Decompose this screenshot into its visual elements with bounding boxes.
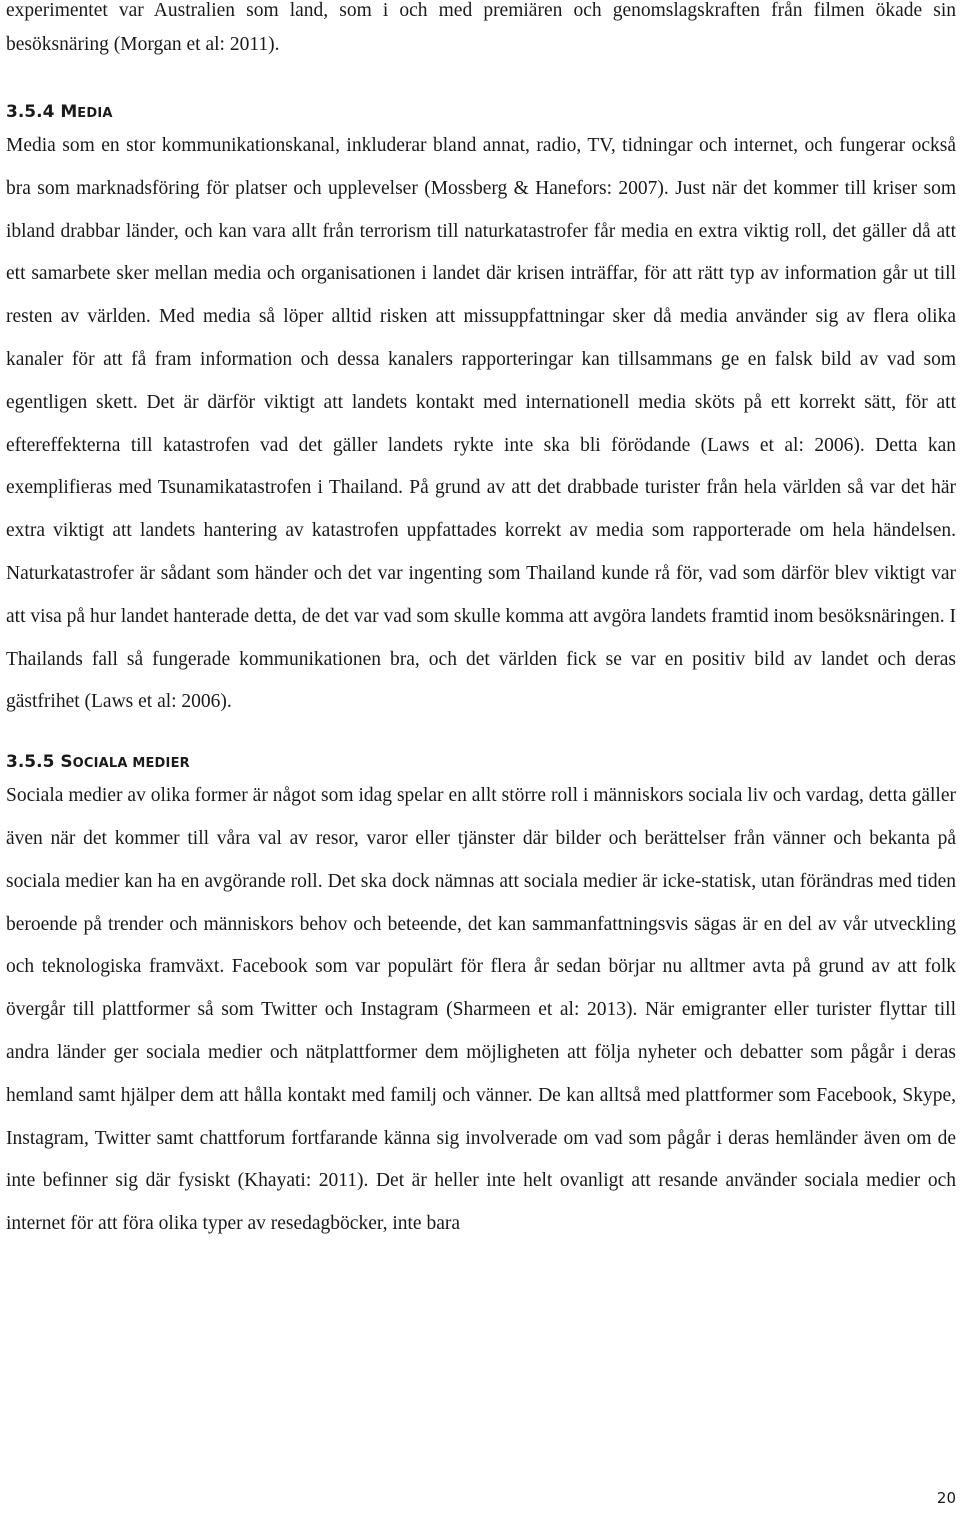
section-title-rest: OCIALA MEDIER	[72, 756, 190, 772]
page-content	[6, 0, 956, 1246]
section-title-initial: S	[60, 752, 73, 773]
intro-paragraph: experimentet var Australien som land, som i och med premiären och genomslagskraften från filmen ökade sin besöksnäring (Morgan et al: 2011).	[6, 0, 956, 55]
section-heading-social-media	[6, 751, 956, 775]
media-paragraph: Media som en stor kommunikationskanal, inkluderar bland annat, radio, TV, tidningar och internet, och fungerar också bra som marknadsföring för platser och upplevelser (Mossberg & Hanefors: 2007). Just när det kommer till kriser som ibland drabbar länder, och kan vara allt från terrorism till naturkatastrofer får media en extra viktig roll, det gäller då att ett samarbete sker mellan media och organisationen i landet där krisen inträffar, för att rätt typ av information går ut till resten av världen. Med media så löper alltid risken att missuppfattningar sker då media använder sig av flera olika kanaler för att få fram information och dessa kanalers rapporteringar kan tillsammans ge en falsk bild av vad som egentligen skett. Det är därför viktigt att landets kontakt med internationell media sköts på ett korrekt sätt, för att eftereffekterna till katastrofen vad det gäller landets rykte inte ska bli förödande (Laws et al: 2006). Detta kan exemplifieras med Tsunamikatastrofen i Thailand. På grund av att det drabbade turister från hela världen så var det här extra viktigt att landets hantering av katastrofen uppfattades korrekt av media som rapporterade om hela händelsen. Naturkatastrofer är sådant som händer och det var ingenting som Thailand kunde rå för, vad som därför blev viktigt var att visa på hur landet hanterade detta, de det var vad som skulle komma att avgöra landets framtid inom besöksnäringen. I Thailands fall så fungerade kommunikationen bra, och det världen fick se var en positiv bild av landet och deras gästfrihet (Laws et al: 2006).	[6, 135, 956, 713]
section-title-rest: EDIA	[77, 106, 113, 121]
social-media-paragraph: Sociala medier av olika former är något som idag spelar en allt större roll i människors sociala liv och vardag, detta gäller även när det kommer till våra val av resor, varor eller tjänster där bilder och berättelser från vänner och bekanta på sociala medier kan ha en avgörande roll. Det ska dock nämnas att sociala medier är icke-statisk, utan förändras med tiden beroende på trender och människors behov och beteende, det kan sammanfattningsvis sägas är en del av vår utveckling och teknologiska framväxt. Facebook som var populärt för flera år sedan börjar nu alltmer avta på grund av att folk övergår till plattformer så som Twitter och Instagram (Sharmeen et al: 2013). När emigranter eller turister flyttar till andra länder ger sociala medier och nätplattformer dem möjligheten att följa nyheter och debatter som pågår i deras hemland samt hjälper dem att hålla kontakt med familj och vänner. De kan alltså med plattformer som Facebook, Skype, Instagram, Twitter samt chattforum fortfarande känna sig involverade om vad som pågår i deras hemländer även om de inte befinner sig där fysiskt (Khayati: 2011). Det är heller inte helt ovanligt att resande använder sociala medier och internet för att föra olika typer av resedagböcker, inte bara	[6, 785, 956, 1235]
section-number: 3.5.5	[6, 752, 55, 773]
section-heading-media	[6, 101, 956, 125]
section-title-initial: M	[60, 102, 78, 122]
page-number: 20	[936, 1489, 956, 1507]
section-number: 3.5.4	[6, 102, 55, 122]
